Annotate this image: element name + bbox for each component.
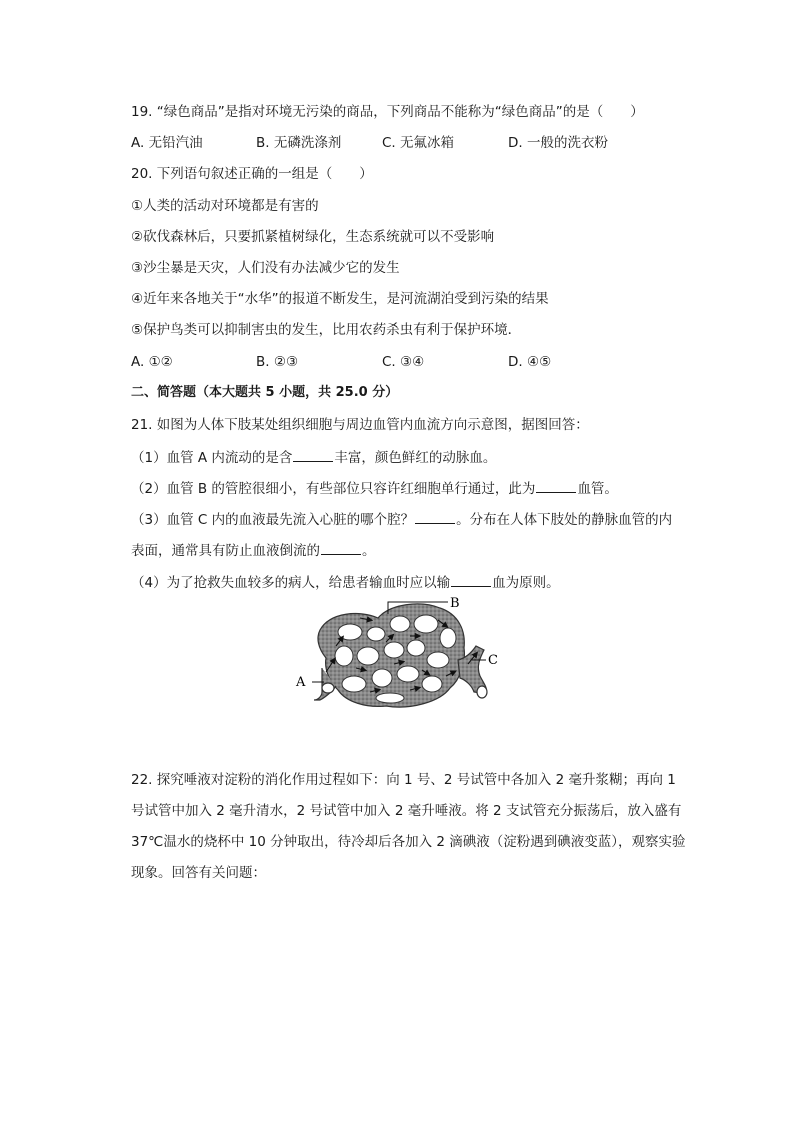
tissue-cell <box>338 624 362 640</box>
q22-line: 22. 探究唾液对淀粉的消化作用过程如下：向 1 号、2 号试管中各加入 2 毫升浆糊；再向 1 <box>131 772 676 788</box>
q22-line: 现象。回答有关问题： <box>131 865 266 881</box>
q20-option-b: B. ②③ <box>256 354 299 370</box>
tissue-cell <box>342 676 366 692</box>
q21-part3-text-c: 表面，通常具有防止血液倒流的 <box>131 543 320 559</box>
q19-option-c: C. 无氟冰箱 <box>382 135 455 151</box>
q20-statement: ②砍伐森林后，只要抓紧植树绿化，生态系统就可以不受影响 <box>131 229 495 245</box>
capillary-diagram <box>290 590 510 720</box>
vessel-a-opening <box>322 683 334 693</box>
q21-part4-text-a: （4）为了抢救失血较多的病人，给患者输血时应以输 <box>131 575 451 591</box>
figure-label-b: B <box>450 596 460 611</box>
q22-line: 37℃温水的烧杯中 10 分钟取出，待冷却后各加入 2 滴碘液（淀粉遇到碘液变蓝），观察实验 <box>131 834 686 850</box>
q21-part4-text-b: 血为原则。 <box>492 575 560 591</box>
figure-label-a: A <box>296 675 306 690</box>
tissue-cell <box>367 627 385 641</box>
q21-part3-text-b: 。分布在人体下肢处的静脉血管的内 <box>456 512 673 528</box>
answer-blank[interactable] <box>415 509 455 524</box>
q19-stem: 19. “绿色商品”是指对环境无污染的商品，下列商品不能称为“绿色商品”的是（ ） <box>131 104 644 120</box>
q19-option-b: B. 无磷洗涤剂 <box>256 135 342 151</box>
answer-blank[interactable] <box>321 540 361 555</box>
q20-statement: ④近年来各地关于“水华”的报道不断发生，是河流湖泊受到污染的结果 <box>131 291 549 307</box>
q21-part1-text-b: 丰富，颜色鲜红的动脉血。 <box>334 450 497 466</box>
answer-blank[interactable] <box>536 478 576 493</box>
tissue-cell <box>376 693 404 703</box>
q22-line: 号试管中加入 2 毫升清水，2 号试管中加入 2 毫升唾液。将 2 支试管充分振荡后，放入盛有 <box>131 803 682 819</box>
tissue-cell <box>414 615 438 633</box>
q20-option-d: D. ④⑤ <box>508 354 552 370</box>
q21-part3-text-a: （3）血管 C 内的血液最先流入心脏的哪个腔？ <box>131 512 415 528</box>
q20-option-a: A. ①② <box>131 354 173 370</box>
q21-stem: 21. 如图为人体下肢某处组织细胞与周边血管内血流方向示意图，据图回答： <box>131 417 589 433</box>
q20-statement: ⑤保护鸟类可以抑制害虫的发生，比用农药杀虫有利于保护环境． <box>131 322 522 338</box>
tissue-cell <box>335 646 353 666</box>
answer-blank[interactable] <box>293 447 333 462</box>
figure-label-c: C <box>488 653 498 668</box>
q20-option-c: C. ③④ <box>382 354 425 370</box>
q21-part4 <box>131 572 560 592</box>
tissue-cell <box>440 628 456 648</box>
vessel-c-opening <box>477 686 487 698</box>
q21-part2-text-b: 血管。 <box>577 481 618 497</box>
tissue-cell <box>397 666 419 682</box>
section-heading: 二、简答题（本大题共 5 小题，共 25.0 分） <box>131 385 399 400</box>
q21-part2 <box>131 478 618 498</box>
q20-statement: ③沙尘暴是天灾，人们没有办法减少它的发生 <box>131 260 400 276</box>
q21-part3-cont <box>131 540 376 560</box>
q20-stem: 20. 下列语句叙述正确的一组是（ ） <box>131 166 373 182</box>
q20-statement: ①人类的活动对环境都是有害的 <box>131 198 319 214</box>
tissue-cell <box>390 616 410 632</box>
q21-part3 <box>131 509 672 529</box>
tissue-cell <box>384 642 404 658</box>
q21-part3-text-d: 。 <box>362 543 376 559</box>
q21-part1-text-a: （1）血管 A 内流动的是含 <box>131 450 293 466</box>
capillary-network-figure <box>290 590 510 720</box>
q21-part2-text-a: （2）血管 B 的管腔很细小，有些部位只容许红细胞单行通过，此为 <box>131 481 536 497</box>
q19-option-a: A. 无铅汽油 <box>131 135 203 151</box>
answer-blank[interactable] <box>451 572 491 587</box>
tissue-cell <box>407 640 425 656</box>
tissue-cell <box>427 652 449 668</box>
tissue-cell <box>357 647 379 665</box>
tissue-cell <box>422 676 442 692</box>
tissue-cell <box>372 669 392 687</box>
q19-option-d: D. 一般的洗衣粉 <box>508 135 608 151</box>
q21-part1 <box>131 447 496 467</box>
